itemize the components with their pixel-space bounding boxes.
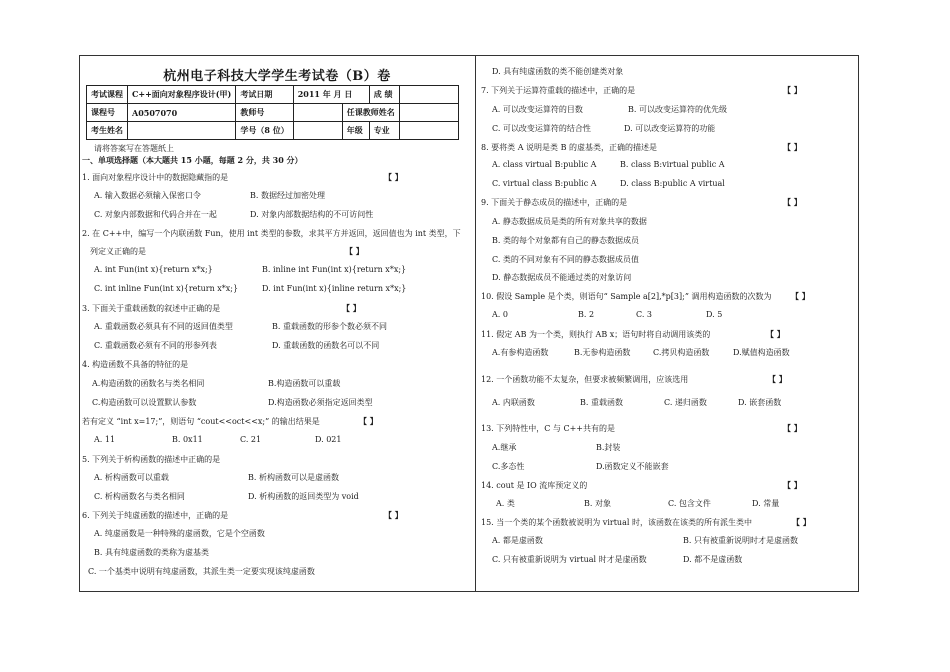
q2-stem-cont: 列定义正确的是 (90, 247, 146, 256)
code-label: 课程号 (87, 104, 128, 122)
q9-option-d: D. 静态数据成员不能通过类的对象访问 (492, 273, 632, 282)
exam-info-table (86, 85, 459, 140)
column-divider (475, 55, 476, 592)
q8-option-c: C. virtual class B:public A (492, 179, 597, 188)
score-value[interactable] (399, 86, 458, 104)
student-id-value[interactable] (293, 122, 342, 140)
q13-answer-bracket[interactable]: 【 】 (783, 423, 802, 433)
course-value: C++面向对象程序设计(甲) (128, 86, 236, 104)
q4b-option-b: B. 0x11 (172, 435, 203, 444)
q12-option-c: C. 递归函数 (664, 398, 707, 407)
q6-answer-bracket[interactable]: 【 】 (384, 510, 403, 520)
q12-option-d: D. 嵌套函数 (738, 398, 782, 407)
q12-option-b: B. 重载函数 (580, 398, 623, 407)
teacher-no-label: 教师号 (236, 104, 293, 122)
q4b-option-a: A. 11 (94, 435, 116, 444)
q1-option-c: C. 对象内部数据和代码合并在一起 (94, 210, 217, 219)
q6-option-a: A. 纯虚函数是一种特殊的虚函数，它是个空函数 (94, 529, 265, 538)
q4-option-c: C.构造函数可以设置默认参数 (92, 398, 197, 407)
q15-option-d: D. 都不是虚函数 (683, 555, 743, 564)
major-label: 专业 (369, 122, 399, 140)
q3-stem: 3. 下面关于重载函数的叙述中正确的是 (82, 304, 221, 313)
q7-option-a: A. 可以改变运算符的目数 (492, 105, 583, 114)
date-label: 考试日期 (236, 86, 293, 104)
q4-option-d: D.构造函数必须指定返回类型 (268, 398, 373, 407)
q9-option-c: C. 类的不同对象有不同的静态数据成员值 (492, 255, 639, 264)
q2-stem: 2. 在 C++中，编写一个内联函数 Fun，使用 int 类型的参数，求其平方并返回，返回值也为 int 类型，下 (82, 229, 461, 238)
q14-option-d: D. 常量 (752, 499, 780, 508)
instructions: 请将答案写在答题纸上 (94, 144, 174, 153)
q2-option-c: C. int inline Fun(int x){return x*x;} (94, 284, 239, 293)
q3-option-b: B. 重载函数的形参个数必须不同 (272, 322, 387, 331)
grade-label: 年级 (342, 122, 369, 140)
q10-answer-bracket[interactable]: 【 】 (791, 291, 810, 301)
q11-option-b: B.无参构造函数 (574, 348, 631, 357)
q4-stem: 4. 构造函数不具备的特征的是 (82, 360, 189, 369)
major-value[interactable] (399, 122, 458, 140)
q11-option-c: C.拷贝构造函数 (653, 348, 710, 357)
q5-option-b: B. 析构函数可以是虚函数 (248, 473, 339, 482)
q10-option-c: C. 3 (636, 310, 653, 319)
student-id-label: 学号（8 位） (236, 122, 293, 140)
q11-answer-bracket[interactable]: 【 】 (766, 329, 785, 339)
q7-option-d: D. 可以改变运算符的功能 (624, 124, 716, 133)
q9-option-b: B. 类的每个对象都有自己的静态数据成员 (492, 236, 639, 245)
q13-option-d: D.函数定义不能嵌套 (596, 462, 669, 471)
q8-answer-bracket[interactable]: 【 】 (783, 142, 802, 152)
q1-answer-bracket[interactable]: 【 】 (384, 172, 403, 182)
teacher-name-label: 任课教师姓名 (342, 104, 399, 122)
q5-option-a: A. 析构函数可以重载 (94, 473, 169, 482)
exam-title: 杭州电子科技大学学生考试卷（B）卷 (163, 69, 391, 84)
q15-option-b: B. 只有被重新说明时才是虚函数 (683, 536, 798, 545)
q4-option-b: B.构造函数可以重载 (268, 379, 341, 388)
q2-option-b: B. inline int Fun(int x){return x*x;} (262, 265, 407, 274)
q14-stem: 14. cout 是 IO 流库预定义的 (481, 481, 588, 490)
q4b-stem: 若有定义 “int x=17;”，则语句 “cout<<oct<<x;” 的输出结果是 (82, 417, 320, 426)
q1-option-a: A. 输入数据必须输入保密口令 (94, 191, 201, 200)
q9-stem: 9. 下面关于静态成员的描述中，正确的是 (481, 198, 628, 207)
q13-option-b: B.封装 (596, 443, 621, 452)
q10-option-d: D. 5 (706, 310, 723, 319)
q13-option-a: A.继承 (492, 443, 517, 452)
q4-option-a: A.构造函数的函数名与类名相同 (92, 379, 205, 388)
q11-stem: 11. 假定 AB 为一个类，则执行 AB x；语句时将自动调用该类的 (481, 330, 711, 339)
q4b-option-d: D. 021 (315, 435, 342, 444)
q8-option-a: A. class virtual B:public A (492, 160, 597, 169)
course-label: 考试课程 (87, 86, 128, 104)
q13-stem: 13. 下列特性中，C 与 C++共有的是 (481, 424, 615, 433)
q6-stem: 6. 下列关于纯虚函数的描述中，正确的是 (82, 511, 229, 520)
q9-option-a: A. 静态数据成员是类的所有对象共享的数据 (492, 217, 647, 226)
student-name-label: 考生姓名 (87, 122, 128, 140)
q7-answer-bracket[interactable]: 【 】 (783, 85, 802, 95)
q14-option-a: A. 类 (496, 499, 515, 508)
q6-option-c: C. 一个基类中说明有纯虚函数，其派生类一定要实现该纯虚函数 (88, 567, 315, 576)
student-name-value[interactable] (128, 122, 236, 140)
q1-option-d: D. 对象内部数据结构的不可访问性 (250, 210, 374, 219)
q15-option-a: A. 都是虚函数 (492, 536, 543, 545)
q11-option-d: D.赋值构造函数 (733, 348, 790, 357)
code-value: A0507070 (128, 104, 236, 122)
q11-option-a: A.有参构造函数 (492, 348, 549, 357)
q1-option-b: B. 数据经过加密处理 (250, 191, 325, 200)
q3-answer-bracket[interactable]: 【 】 (342, 303, 361, 313)
q9-answer-bracket[interactable]: 【 】 (783, 197, 802, 207)
q2-answer-bracket[interactable]: 【 】 (345, 246, 364, 256)
q5-stem: 5. 下列关于析构函数的描述中正确的是 (82, 455, 221, 464)
q14-option-c: C. 包含文件 (668, 499, 711, 508)
q2-option-a: A. int Fun(int x){return x*x;} (94, 265, 213, 274)
teacher-name-value[interactable] (399, 104, 458, 122)
q15-stem: 15. 当一个类的某个函数被说明为 virtual 时，该函数在该类的所有派生类中 (481, 518, 752, 527)
teacher-no-value[interactable] (293, 104, 342, 122)
q6-option-b: B. 具有纯虚函数的类称为虚基类 (94, 548, 209, 557)
q3-option-d: D. 重载函数的函数名可以不同 (272, 341, 380, 350)
q7-option-b: B. 可以改变运算符的优先级 (628, 105, 727, 114)
q4b-answer-bracket[interactable]: 【 】 (359, 416, 378, 426)
q8-option-d: D. class B:public A virtual (620, 179, 725, 188)
q4b-option-c: C. 21 (240, 435, 262, 444)
q14-option-b: B. 对象 (584, 499, 611, 508)
q12-answer-bracket[interactable]: 【 】 (768, 374, 787, 384)
q1-stem: 1. 面向对象程序设计中的数据隐藏指的是 (82, 173, 229, 182)
q14-answer-bracket[interactable]: 【 】 (783, 480, 802, 490)
section-heading: 一、单项选择题（本大题共 15 小题，每题 2 分，共 30 分） (82, 155, 303, 165)
q5-option-c: C. 析构函数名与类名相同 (94, 492, 185, 501)
q2-option-d: D. int Fun(int x){inline return x*x;} (262, 284, 407, 293)
q10-option-a: A. 0 (492, 310, 508, 319)
date-value: 2011 年 月 日 (293, 86, 369, 104)
q8-stem: 8. 要将类 A 说明是类 B 的虚基类，正确的描述是 (481, 143, 658, 152)
q12-stem: 12. 一个函数功能不太复杂，但要求被频繁调用，应该选用 (481, 375, 689, 384)
q10-option-b: B. 2 (578, 310, 595, 319)
q6-option-d: D. 具有纯虚函数的类不能创建类对象 (492, 67, 624, 76)
q7-stem: 7. 下列关于运算符重载的描述中，正确的是 (481, 86, 636, 95)
score-label: 成 绩 (369, 86, 399, 104)
q7-option-c: C. 可以改变运算符的结合性 (492, 124, 591, 133)
q12-option-a: A. 内联函数 (492, 398, 535, 407)
q13-option-c: C.多态性 (492, 462, 525, 471)
q5-option-d: D. 析构函数的返回类型为 void (248, 492, 359, 501)
q3-option-a: A. 重载函数必须具有不同的返回值类型 (94, 322, 233, 331)
q15-option-c: C. 只有被重新说明为 virtual 时才是虚函数 (492, 555, 647, 564)
q15-answer-bracket[interactable]: 【 】 (792, 517, 811, 527)
q8-option-b: B. class B:virtual public A (620, 160, 725, 169)
q10-stem: 10. 假设 Sample 是个类，则语句“ Sample a[2],*p[3];” 调用构造函数的次数为 (481, 292, 772, 301)
q3-option-c: C. 重载函数必须有不同的形参列表 (94, 341, 217, 350)
